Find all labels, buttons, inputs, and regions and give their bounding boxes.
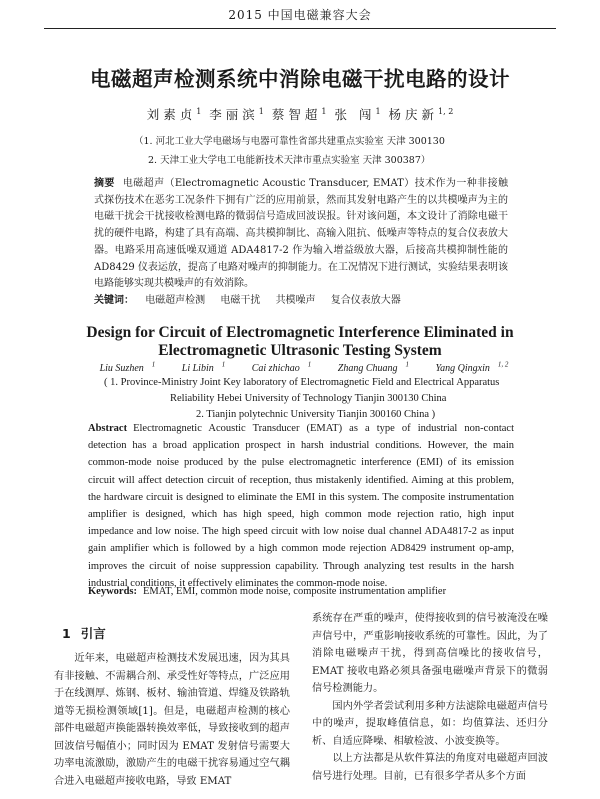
authors-english — [0, 361, 600, 374]
keywords-cn-label: 关键词： — [94, 295, 134, 306]
affiliation-en-2: Reliability Hebei University of Technology Tianjin 300130 China — [170, 393, 447, 404]
section-title: 引言 — [80, 626, 106, 641]
abstract-en-text: Electromagnetic Acoustic Transducer (EMAT) as a type of industrial non-contact detection has a broad application prospect in harsh industrial conditions. However, the main common-mode noise produced by the pulse electromagnetic interference (EMI) of its emission circuit will affect detection circuit of reception, thus mistakenly identified. Aiming at this problem, the hardware circuit is designed to eliminate the EMI in this system. The composite instrumentation amplifier is designed, which has high speed, high common mode rejection ratio, high input impedance and low noise. The high speed circuit with low noise dual channel ADA4817-2 as input gain amplifier which is followed by a high common mode rejection AD8429 instrument op-amp, improves the circuit of noise suppression capability. Through analyzing test results in the harsh industrial conditions, it effectively eliminates the common-mode noise. — [88, 423, 514, 589]
header-rule — [44, 28, 556, 29]
body-right-column — [312, 610, 548, 785]
abstract-cn-text: 电磁超声（Electromagnetic Acoustic Transducer, EMAT）技术作为一种非接触式探伤技术在恶劣工况条件下拥有广泛的应用前景，然而其发射电路产生的以共模噪声为主的电磁干扰会干扰接收检测电路的微弱信号造成回波误报。针对该问题，本文设计了消除电磁干扰的硬件电路，构建了具有高端、高共模抑制比、高输入阻抗、低噪声等特点的复合仪表放大器。电路采用高速低噪双通道 ADA4817-2 作为输入增益级放大器，后接高共模抑制性能的 AD8429 仪表运放，提高了电路对噪声的抑制能力。在工况情况下进行测试，实验结果表明该电路能够实现共模噪声的有效消除。 — [94, 178, 508, 290]
body-paragraph: 近年来，电磁超声检测技术发展迅速，因为其具有非接触、不需耦合剂、承受性好等特点，广泛应用于在线测厚、炼钢、板材、输油管道、焊缝及铁路轨道等无损检测领域[1]。但是，电磁超声检测的核心部件电磁超声换能器转换效率低，导致接收到的超声回波信号幅值小；同时因为 EMAT 发射信号需要大功率电流激励，激励产生的电磁干扰容易通过空气耦合进入电磁超声接收电路，导致 EMAT — [54, 653, 290, 787]
section-heading — [62, 624, 116, 642]
keyword-cn: 电磁超声检测 — [145, 295, 206, 306]
title-english — [0, 324, 600, 360]
keywords-en-label: Keywords: — [88, 586, 137, 597]
abstract-cn-label: 摘要 — [94, 178, 115, 189]
abstract-chinese — [94, 176, 508, 293]
title-chinese: 电磁超声检测系统中消除电磁干扰电路的设计 — [90, 67, 510, 91]
body-left-column — [54, 650, 290, 790]
author-en: Zhang Chuang $^1$ — [337, 361, 410, 375]
running-header: 2015 中国电磁兼容大会 — [228, 8, 372, 22]
affiliation-cn-2: 2. 天津工业大学电工电能新技术天津市重点实验室 天津 300387） — [148, 155, 431, 166]
affiliation-en-1: ( 1. Province-Ministry Joint Key laboratory of Electromagnetic Field and Electrical Apparatus — [104, 377, 500, 388]
author-cn: 杨庆新$^{1, 2}$ — [388, 106, 454, 122]
author-cn: 张 闯$^1$ — [334, 106, 381, 122]
keyword-cn: 电磁干扰 — [220, 295, 261, 306]
abstract-en-label: Abstract — [88, 423, 128, 434]
body-paragraph: 以上方法都是从软件算法的角度对电磁超声回波信号进行处理。目前，已有很多学者从多个方面 — [312, 753, 548, 782]
body-paragraph: 国内外学者尝试利用多种方法滤除电磁超声信号中的噪声，提取峰值信息，如：均值算法、还归分析、自适应降噪、相敏检波、小波变换等。 — [312, 700, 548, 747]
author-en: Liu Suzhen $^1$ — [99, 361, 156, 375]
title-en-line-2: Electromagnetic Ultrasonic Testing System — [158, 342, 442, 359]
author-en: Cai zhichao $^1$ — [251, 361, 312, 375]
keyword-cn: 复合仪表放大器 — [330, 295, 401, 306]
section-number: 1 — [62, 626, 71, 641]
author-cn: 蔡智超$^1$ — [271, 106, 327, 122]
title-en-line-1: Design for Circuit of Electromagnetic Interference Eliminated in — [86, 324, 514, 341]
keywords-english — [88, 586, 446, 597]
affiliation-en-3: 2. Tianjin polytechnic University Tianjin 300160 China ) — [196, 409, 436, 420]
author-en: Yang Qingxin $^{1, 2}$ — [435, 361, 509, 375]
keywords-chinese — [94, 291, 413, 306]
author-cn: 刘素贞$^1$ — [146, 106, 202, 122]
keywords-en-text: EMAT, EMI, common mode noise, composite instrumentation amplifier — [143, 586, 447, 597]
abstract-english — [88, 420, 514, 592]
author-cn: 李丽滨$^1$ — [209, 106, 264, 122]
authors-chinese — [0, 105, 600, 123]
author-en: Li Libin $^1$ — [181, 361, 226, 375]
body-paragraph: 系统存在严重的噪声，使得接收到的信号被淹没在噪声信号中，严重影响接收系统的可靠性。因此，为了消除电磁噪声干扰，得到高信噪比的接收信号，EMAT 接收电路必须具备强电磁噪声背景下的微弱信号检测能力。 — [312, 613, 548, 694]
keyword-cn: 共模噪声 — [275, 295, 316, 306]
affiliation-cn-1: （1. 河北工业大学电磁场与电器可靠性省部共建重点实验室 天津 300130 — [134, 136, 445, 147]
